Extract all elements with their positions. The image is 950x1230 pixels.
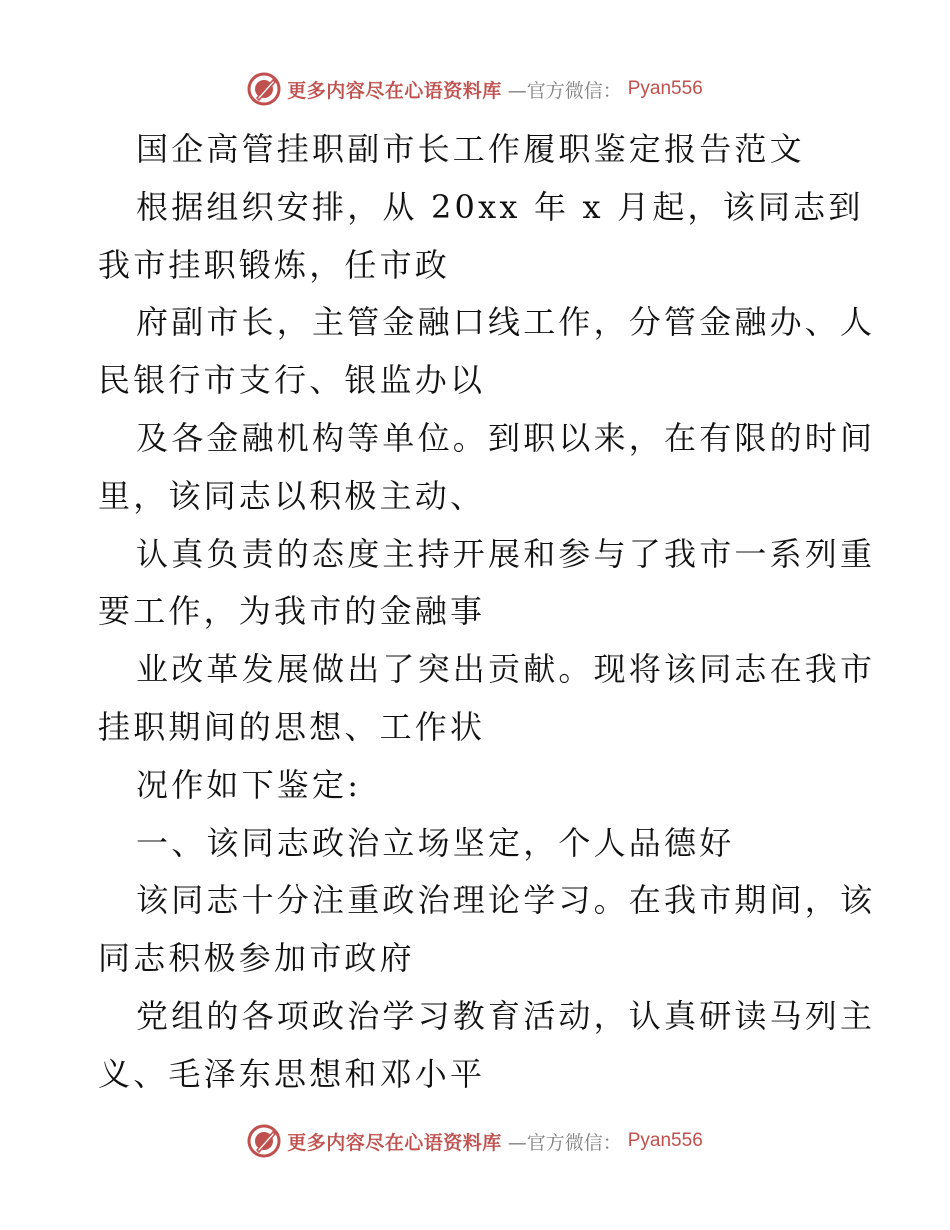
watermark-wechat-id: Pyan556: [627, 78, 703, 99]
text-line: 民银行市支行、银监办以: [98, 361, 486, 400]
text-line: 一、该同志政治立场坚定，个人品德好: [136, 823, 735, 862]
text-line: 要工作，为我市的金融事: [98, 592, 486, 631]
watermark-brand: 更多内容尽在心语资料库: [287, 1131, 502, 1154]
text-line: 该同志十分注重政治理论学习。在我市期间，该: [136, 881, 876, 920]
watermark-separator: —官方微信：: [507, 79, 622, 102]
header-watermark: [0, 72, 950, 106]
quill-logo-icon: [247, 1124, 281, 1158]
watermark-wechat-id: Pyan556: [627, 1130, 703, 1151]
watermark-brand: 更多内容尽在心语资料库: [287, 79, 502, 102]
text-line: 同志积极参加市政府: [98, 939, 415, 978]
text-line: 义、毛泽东思想和邓小平: [98, 1054, 486, 1093]
text-line: 府副市长，主管金融口线工作，分管金融办、人: [136, 303, 876, 342]
text-line: 党组的各项政治学习教育活动，认真研读马列主: [136, 996, 876, 1035]
text-line: 根据组织安排，从 20xx 年 x 月起，该同志到: [136, 187, 864, 226]
text-line: 挂职期间的思想、工作状: [98, 707, 486, 746]
text-line: 我市挂职锻炼，任市政: [98, 245, 451, 284]
watermark-separator: —官方微信：: [507, 1131, 622, 1154]
footer-watermark: [0, 1124, 950, 1158]
document-title: 国企高管挂职副市长工作履职鉴定报告范文: [136, 130, 805, 168]
text-line: 认真负责的态度主持开展和参与了我市一系列重: [136, 534, 876, 573]
text-line: 及各金融机构等单位。到职以来，在有限的时间: [136, 418, 876, 457]
text-line: 况作如下鉴定:: [136, 765, 362, 804]
text-line: 里，该同志以积极主动、: [98, 476, 486, 515]
text-line: 业改革发展做出了突出贡献。现将该同志在我市: [136, 650, 876, 689]
document-body: [98, 121, 876, 1104]
quill-logo-icon: [247, 72, 281, 106]
